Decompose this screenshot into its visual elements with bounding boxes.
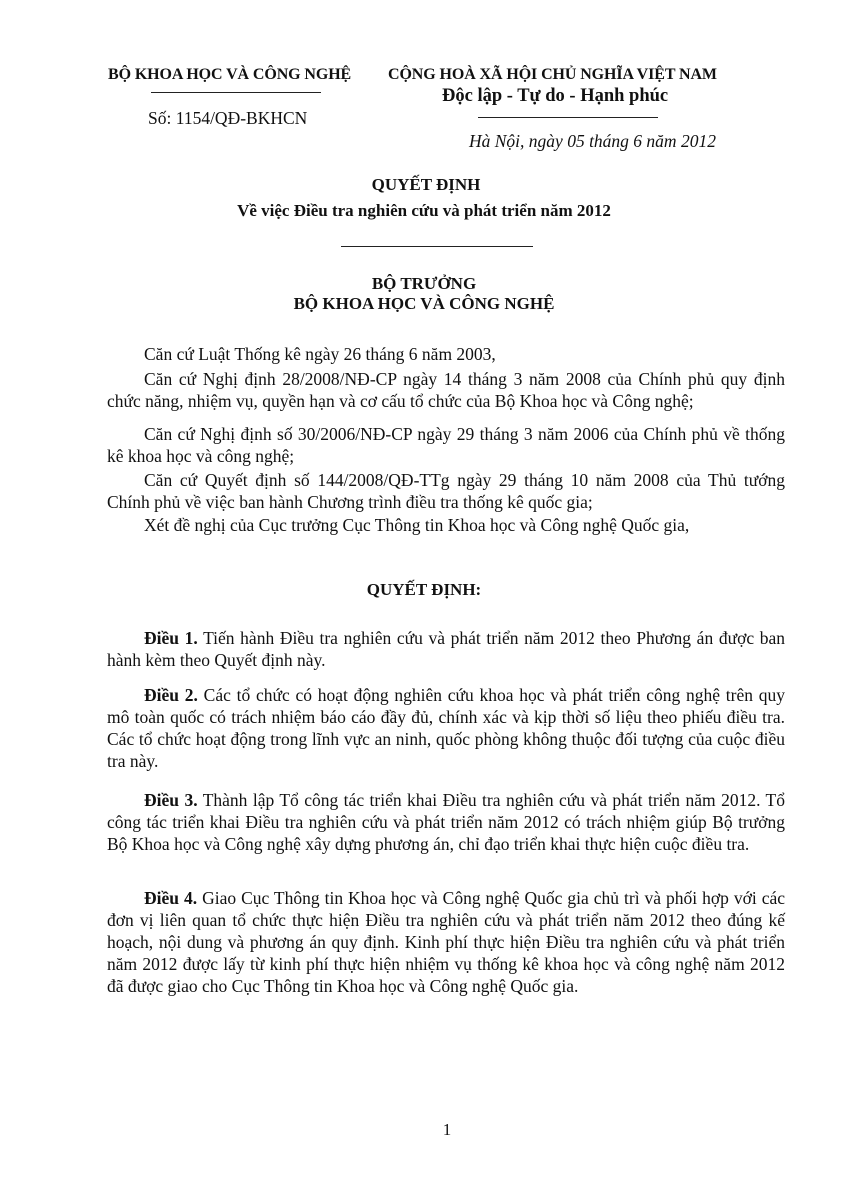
title-divider: [341, 246, 533, 247]
article-label: Điều 4.: [144, 888, 198, 908]
article-4: [107, 887, 785, 997]
article-3: [107, 789, 785, 855]
motto-underline: [478, 117, 658, 118]
legal-basis-item: Căn cứ Quyết định số 144/2008/QĐ-TTg ngày 29 tháng 10 năm 2008 của Thủ tướng Chính phủ về việc ban hành Chương trình điều tra thống kê quốc gia;: [107, 470, 785, 512]
organization-underline: [151, 92, 321, 93]
article-label: Điều 1.: [144, 628, 198, 648]
article-label: Điều 2.: [144, 685, 198, 705]
legal-basis-item: Căn cứ Nghị định 28/2008/NĐ-CP ngày 14 tháng 3 năm 2008 của Chính phủ quy định chức năng, nhiệm vụ, quyền hạn và cơ cấu tổ chức của Bộ Khoa học và Công nghệ;: [107, 369, 785, 411]
legal-basis-item: Xét đề nghị của Cục trưởng Cục Thông tin Khoa học và Công nghệ Quốc gia,: [144, 515, 690, 535]
issuer-title: BỘ TRƯỞNG: [371, 274, 477, 293]
document-number: Số: 1154/QĐ-BKHCN: [148, 108, 308, 128]
decision-heading: QUYẾT ĐỊNH:: [366, 580, 482, 599]
article-text: Tiến hành Điều tra nghiên cứu và phát triển năm 2012 theo Phương án được ban hành kèm theo Quyết định này.: [107, 628, 785, 670]
page-number: 1: [442, 1120, 452, 1139]
article-1: [107, 627, 785, 671]
document-subject: Về việc Điều tra nghiên cứu và phát triển năm 2012: [237, 201, 611, 220]
issuer-ministry: BỘ KHOA HỌC VÀ CÔNG NGHỆ: [293, 294, 555, 313]
article-text: Thành lập Tổ công tác triển khai Điều tra nghiên cứu và phát triển năm 2012. Tổ công tác triển khai Điều tra nghiên cứu và phát triển năm 2012 có trách nhiệm giúp Bộ trưởng Bộ Khoa học và Công nghệ xây dựng phương án, chỉ đạo triển khai thực hiện cuộc điều tra.: [107, 790, 786, 854]
article-2: [107, 684, 785, 772]
article-label: Điều 3.: [144, 790, 198, 810]
article-text: Các tổ chức có hoạt động nghiên cứu khoa học và phát triển công nghệ trên quy mô toàn quốc có trách nhiệm báo cáo đầy đủ, chính xác và kịp thời số liệu theo phiếu điều tra. Các tổ chức hoạt động trong lĩnh vực an ninh, quốc phòng không thuộc đối tượng của cuộc điều tra này.: [107, 685, 786, 771]
national-title: CỘNG HOÀ XÃ HỘI CHỦ NGHĨA VIỆT NAM: [388, 66, 717, 83]
national-motto: Độc lập - Tự do - Hạnh phúc: [442, 86, 669, 106]
place-and-date: Hà Nội, ngày 05 tháng 6 năm 2012: [469, 131, 716, 151]
document-title: QUYẾT ĐỊNH: [371, 175, 481, 194]
issuing-organization: BỘ KHOA HỌC VÀ CÔNG NGHỆ: [108, 66, 352, 83]
legal-basis-item: Căn cứ Nghị định số 30/2006/NĐ-CP ngày 29 tháng 3 năm 2006 của Chính phủ về thống kê khoa học và công nghệ;: [107, 424, 785, 466]
legal-basis-item: Căn cứ Luật Thống kê ngày 26 tháng 6 năm 2003,: [144, 344, 496, 364]
article-text: Giao Cục Thông tin Khoa học và Công nghệ Quốc gia chủ trì và phối hợp với các đơn vị liên quan tổ chức thực hiện Điều tra nghiên cứu và phát triển năm 2012 theo đúng kế hoạch, nội dung và phương án quy định. Kinh phí thực hiện Điều tra nghiên cứu và phát triển năm 2012 được lấy từ kinh phí thực hiện nhiệm vụ thống kê khoa học và công nghệ năm 2012 đã được giao cho Cục Thông tin Khoa học và Công nghệ Quốc gia.: [107, 888, 786, 996]
